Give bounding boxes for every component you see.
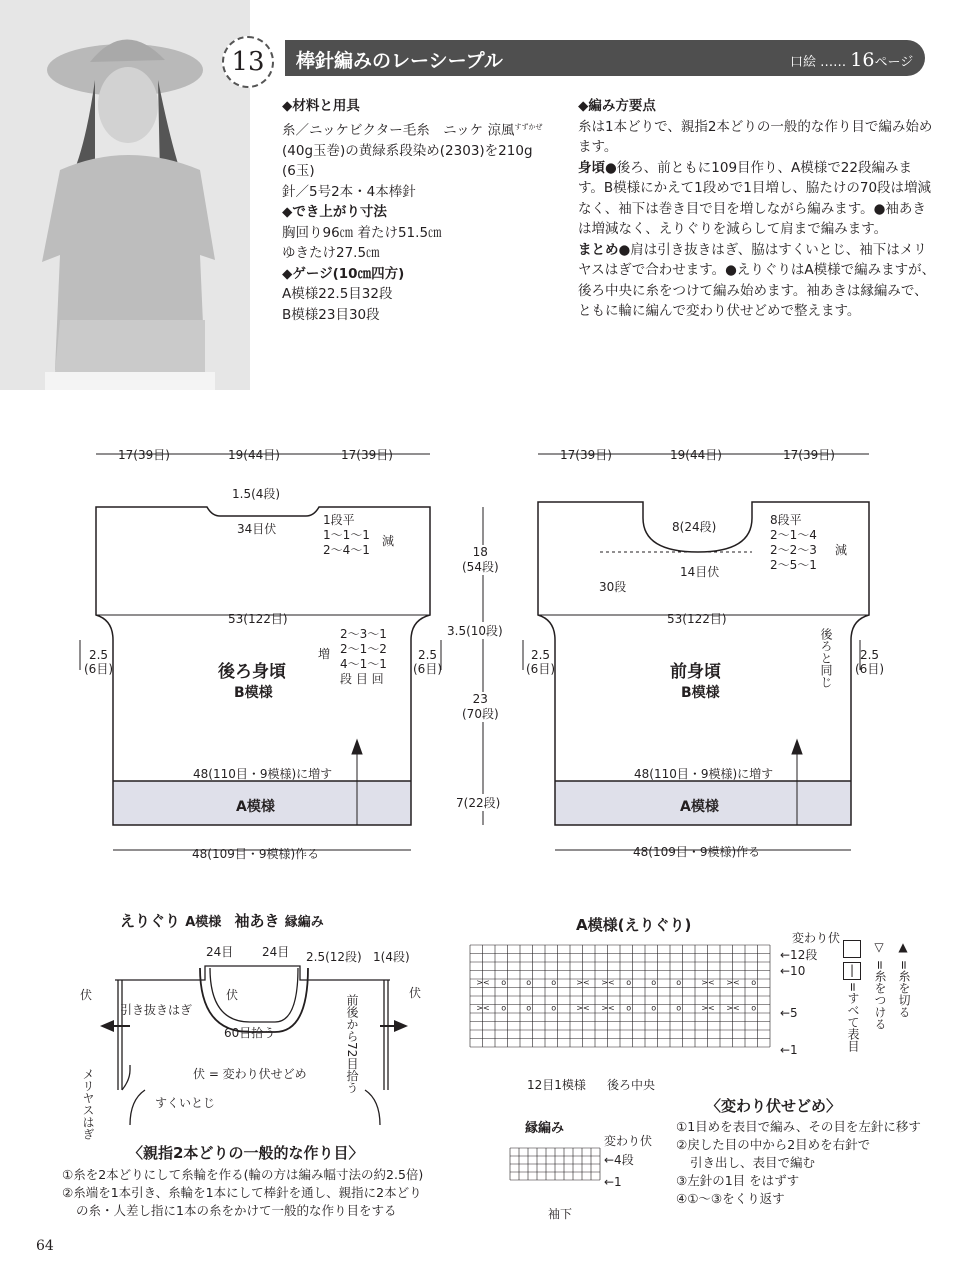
front-bottom: 48(109目・9模様)作る: [633, 845, 761, 859]
front-band: A模様: [680, 799, 719, 815]
back-side-right: 2.5 (6目): [413, 648, 442, 676]
chart-a-r1: ←1: [780, 1043, 798, 1057]
back-inc-label: 増: [318, 647, 331, 661]
pattern-title: 棒針編みのレーシープル: [296, 50, 503, 72]
assembly-sukui: すくいとじ: [155, 1096, 216, 1110]
assembly-title: えりぐり A模様 袖あき 縁編み: [120, 912, 324, 930]
edge-bind: 変わり伏: [604, 1134, 653, 1148]
stitch-symbol: ><: [576, 978, 590, 987]
stitch-symbol: ><: [726, 978, 740, 987]
assembly-bind-left: 伏: [80, 988, 93, 1002]
chart-a-r10: ←10: [780, 964, 806, 978]
stitch-symbol: ><: [476, 978, 490, 987]
stitch-symbol: ><: [476, 1003, 490, 1013]
stitch-symbol: ><: [576, 1003, 590, 1013]
yarn-line-1: 糸／ニッケビクター毛糸 ニッケ 涼風: [282, 122, 515, 138]
chart-a-title: A模様(えりぐり): [576, 916, 692, 934]
height-h3: 23 (70段): [462, 692, 499, 721]
assembly-legend: 伏 = 変わり伏せどめ: [193, 1067, 307, 1081]
front-same: 後ろと同じ: [819, 628, 833, 688]
assembly-pickup72: 前後から72目拾う: [345, 994, 359, 1094]
front-dec-label: 減: [835, 543, 848, 557]
edge-r1: ←1: [604, 1175, 622, 1189]
back-pattern: B模様: [234, 685, 273, 701]
knit-empty-icon: [843, 940, 861, 958]
back-band: A模様: [236, 799, 275, 815]
front-name: 前身頃: [670, 662, 721, 682]
front-neck-bind: 14目伏: [680, 565, 720, 579]
assembly-meriyasu: メリヤスはぎ: [81, 1068, 95, 1140]
legend-cut: =糸を切る: [897, 960, 911, 1019]
body-text: ●後ろ、前ともに109目作り、A模様で22段編みます。B模様にかえて1段めで1目増し、脇たけの70段は増減なく、袖下は巻き目で目を増しながら編みます。●袖あきは増減なく、えりぐりを減らして肩まで編みます。: [578, 159, 932, 237]
model-photo-illustration: [0, 0, 250, 390]
front-top-mid: 19(44目): [670, 448, 722, 462]
yarn-line-3: (6玉): [282, 163, 315, 179]
assembly-hikinuki: 引き抜きはぎ: [120, 1003, 193, 1017]
assembly-14: 1(4段): [373, 950, 410, 964]
front-top-right: 17(39目): [783, 448, 835, 462]
stitch-symbol: ><: [701, 978, 715, 987]
chart-a-center: 後ろ中央: [607, 1078, 656, 1092]
back-dec-rows: 1段平 1〜1〜1 2〜4〜1: [323, 513, 370, 557]
back-top-right: 17(39目): [341, 448, 393, 462]
front-rows30: 30段: [599, 580, 627, 594]
back-inc-rows: 2〜3〜1 2〜1〜2 4〜1〜1 段 目 回: [340, 627, 387, 686]
legend-knit: =すべて表目: [846, 982, 860, 1053]
needles-line: 針／5号2本・4本棒針: [282, 183, 416, 200]
yarn-ruby: すずかぜ: [514, 122, 543, 131]
body-label: 身頃: [578, 159, 605, 176]
stitch-symbol: o: [651, 1003, 657, 1013]
edge-bottom: 袖下: [548, 1207, 573, 1221]
stitch-symbol: o: [551, 978, 557, 987]
edge-grid: [490, 1140, 610, 1200]
gauge-line-1: A模様22.5目32段: [282, 286, 393, 302]
front-top-left: 17(39目): [560, 448, 612, 462]
height-h2: 3.5(10段): [447, 624, 503, 638]
chart-a-grid: [450, 935, 790, 1065]
front-side-right: 2.5 (6目): [855, 648, 884, 676]
method-section: [578, 96, 936, 322]
back-name: 後ろ身頃: [218, 662, 286, 682]
chart-a-r12: ←12段: [780, 948, 818, 962]
stitch-symbol: o: [526, 1003, 532, 1013]
front-side-left: 2.5 (6目): [526, 648, 555, 676]
back-top-left: 17(39目): [118, 448, 170, 462]
height-h4: 7(22段): [456, 796, 501, 810]
size-line-2: ゆきたけ27.5㎝: [282, 245, 380, 261]
bindoff-steps: ①1目めを表目で編み、その目を左針に移す ②戻した目の中から2目めを右針で 引き出し、表目で編む ③左針の1目 をはずす ④①〜③をくり返す: [676, 1119, 921, 1206]
size-heading: ◆でき上がり寸法: [282, 204, 387, 220]
assembly-24b: 24目: [262, 945, 290, 959]
stitch-symbol: ><: [601, 978, 615, 987]
front-dec-rows: 8段平 2〜1〜4 2〜2〜3 2〜5〜1: [770, 513, 817, 572]
stitch-symbol: o: [676, 978, 682, 987]
materials-section: [282, 96, 562, 325]
stitch-symbol: o: [676, 1003, 682, 1013]
stitch-symbol: ><: [601, 1003, 615, 1013]
gauge-line-2: B模様23目30段: [282, 306, 380, 323]
stitch-symbol: o: [551, 1003, 557, 1013]
page-reference: 口絵 …… 16ページ: [790, 49, 914, 71]
assembly-25: 2.5(12段): [306, 950, 362, 964]
legend-attach: =糸をつける: [873, 960, 887, 1031]
method-heading: ◆編み方要点: [578, 98, 656, 114]
bindoff-title: 〈変わり伏せどめ〉: [706, 1097, 842, 1115]
assembly-24a: 24目: [206, 945, 234, 959]
knit-bar-icon: |: [843, 962, 861, 980]
stitch-symbol: o: [651, 978, 657, 987]
stitch-symbol: o: [751, 978, 757, 987]
back-neck-bind: 34目伏: [237, 522, 277, 536]
cast-on-steps: ①糸を2本どりにして糸輪を作る(輪の方は編み幅寸法の約2.5倍) ②糸端を1本引き、糸輪を1本にして棒針を通し、親指に2本どり の糸・人差し指に1本の糸をかけて一般的な作り目をする: [62, 1167, 424, 1218]
stitch-symbol: o: [626, 978, 632, 987]
size-line-1: 胸回り96㎝ 着たけ51.5㎝: [282, 224, 442, 241]
back-inc-line: 48(110目・9模様)に増す: [193, 767, 333, 781]
page-number: 64: [36, 1238, 54, 1254]
stitch-symbol: o: [751, 1003, 757, 1013]
materials-heading: ◆材料と用具: [282, 98, 360, 114]
assembly-bind: 伏: [226, 988, 239, 1002]
cast-on-title: 〈親指2本どりの一般的な作り目〉: [128, 1144, 364, 1162]
chart-a-r5: ←5: [780, 1006, 798, 1020]
back-width: 53(122目): [228, 612, 288, 626]
front-neck-depth: 8(24段): [672, 520, 717, 534]
back-bottom: 48(109目・9模様)作る: [192, 847, 320, 861]
yarn-line-2: (40g玉巻)の黄緑系段染め(2303)を210g: [282, 142, 533, 159]
front-width: 53(122目): [667, 612, 727, 626]
back-side-left: 2.5 (6目): [84, 648, 113, 676]
model-photo: [0, 0, 250, 390]
assembly-bind-right: 伏: [409, 986, 422, 1000]
stitch-symbol: o: [501, 1003, 507, 1013]
finish-text: ●肩は引き抜きはぎ、脇はすくいとじ、袖下はメリヤスはぎで合わせます。●えりぐりはA模様で編みますが、後ろ中央に糸をつけて編み始めます。袖あきは縁編みで、ともに輪に編んで変わり伏せどめで整えます。: [578, 241, 936, 319]
chart-a-bind: 変わり伏: [792, 931, 841, 945]
back-neck-depth: 1.5(4段): [232, 487, 281, 501]
method-intro: 糸は1本どりで、親指2本どりの一般的な作り目で編み始めます。: [578, 118, 933, 155]
edge-title: 縁編み: [525, 1121, 565, 1136]
edge-r4: ←4段: [604, 1153, 634, 1167]
assembly-pickup60: 60目拾う: [224, 1026, 276, 1040]
back-dec-label: 減: [382, 534, 395, 548]
pattern-number: 13: [222, 36, 274, 88]
cut-icon: ▲: [896, 940, 910, 954]
stitch-symbol: ><: [726, 1003, 740, 1013]
stitch-symbol: ><: [701, 1003, 715, 1013]
chart-a-repeat: 12目1模様: [527, 1078, 586, 1092]
gauge-heading: ◆ゲージ(10㎝四方): [282, 265, 405, 282]
front-inc-line: 48(110目・9模様)に増す: [634, 767, 774, 781]
finish-label: まとめ: [578, 241, 619, 258]
back-top-mid: 19(44目): [228, 448, 280, 462]
stitch-symbol: o: [526, 978, 532, 987]
stitch-symbol: o: [501, 978, 507, 987]
height-h1: 18 (54段): [462, 545, 499, 574]
front-pattern: B模様: [681, 685, 720, 701]
attach-icon: ▽: [872, 940, 886, 954]
stitch-symbol: o: [626, 1003, 632, 1013]
